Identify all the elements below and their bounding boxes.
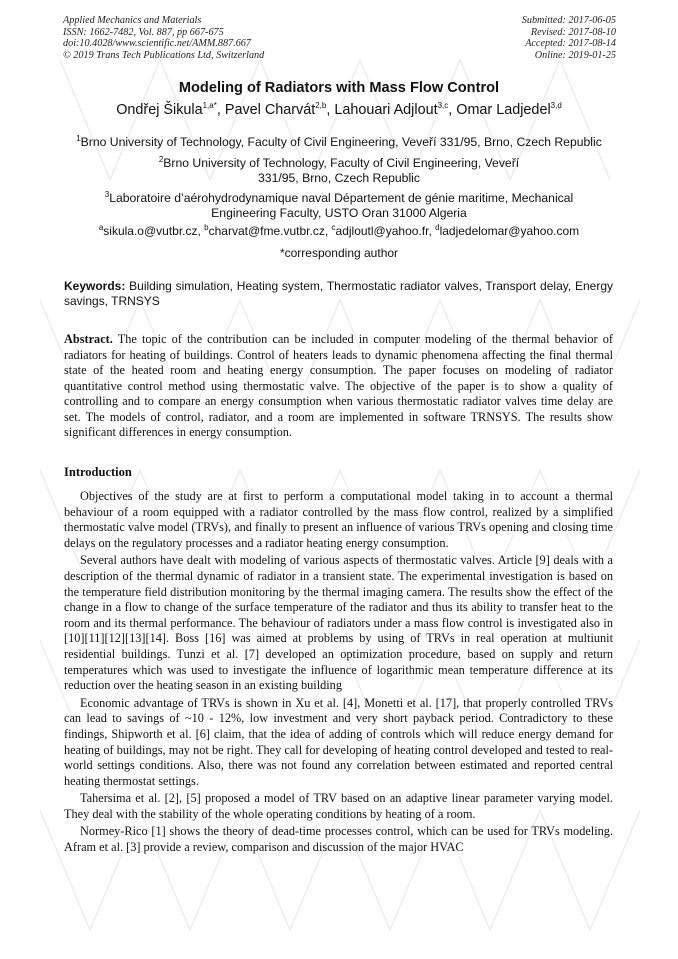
doi-line: doi:10.4028/www.scientific.net/AMM.887.667	[63, 38, 251, 50]
email-link[interactable]: sikula.o@vutbr.cz	[103, 224, 198, 238]
author-sup: 1,a*	[202, 101, 217, 110]
author-name: Lahouari Adjlout	[334, 101, 438, 118]
affiliation-sup: 3	[104, 190, 110, 199]
email-sup: d	[435, 223, 440, 232]
body-paragraph: Tahersima et al. [2], [5] proposed a model of TRV based on an adaptive linear parameter varying model. They deal with the stability of the whole operating conditions by heating of a room.	[64, 791, 613, 821]
author-name: Pavel Charvát	[224, 101, 316, 118]
body-paragraph: Normey-Rico [1] shows the theory of dead-time processes control, which can be used for TRVs modeling. Afram et al. [3] provide a review, comparison and discussion of the major HVAC	[64, 824, 613, 855]
copyright-line: © 2019 Trans Tech Publications Ltd, Switzerland	[63, 49, 265, 61]
corresponding-author-note: *corresponding author	[279, 246, 399, 260]
revised-date: Revised: 2017-08-10	[530, 26, 616, 38]
affiliation-text: Brno University of Technology, Faculty of Civil Engineering, Veveří 331/95, Brno, Czech Republic	[80, 135, 602, 150]
author-name: Ondřej Šikula	[116, 101, 203, 118]
keywords-section	[64, 279, 613, 309]
journal-name: Applied Mechanics and Materials	[63, 15, 202, 26]
online-date: Online: 2019-01-25	[534, 49, 616, 61]
email-sup: c	[331, 223, 336, 232]
author-sup: 3,d	[550, 101, 562, 110]
submitted-date: Submitted: 2017-06-05	[521, 15, 616, 26]
paper-title: Modeling of Radiators with Mass Flow Control	[178, 80, 500, 96]
section-heading-introduction: Introduction	[64, 465, 132, 479]
author-name: Omar Ladjedel	[456, 101, 551, 118]
email-list: $^a$sikula.o@vutbr.cz, $^b$charvat@fme.vutbr.cz, $^c$adjloutl@yahoo.fr, $^d$ladjedelomar@yahoo.com	[98, 223, 580, 238]
body-paragraph: Objectives of the study are at first to perform a computational model taking in to account a thermal behaviour of a room equipped with a radiator controlled by the mass flow control, realized by a simplified thermostatic valve model (TRVs), and finally to present an influence of various TRVs opening and closing time delays on the regulatory processes and a radiator heating energy consumption.	[64, 489, 613, 550]
affiliation-1	[60, 131, 618, 150]
affiliation-2	[150, 152, 528, 186]
email-link[interactable]: charvat@fme.vutbr.cz	[208, 224, 325, 238]
email-sup: b	[204, 223, 209, 232]
publication-dates	[522, 15, 616, 61]
journal-info	[63, 15, 264, 61]
keywords-label: Keywords:	[64, 279, 126, 293]
affiliation-3	[80, 187, 598, 221]
introduction-body	[64, 489, 613, 858]
email-sup: a	[98, 223, 104, 232]
author-list: Ondřej Šikula$^{1,a*}$, Pavel Charvát$^{2,b}$, Lahouari Adjlout$^{3,c}$, Omar Ladjedel$^{3,d}$	[116, 101, 562, 118]
abstract-section	[64, 332, 613, 441]
affiliation-text: Laboratoire d’aérohydrodynamique naval Département de génie maritime, Mechanical Engineering Faculty, USTO Oran 31000 Algeria	[109, 191, 574, 221]
author-sup: 2,b	[315, 101, 327, 110]
affiliation-sup: 2	[158, 155, 164, 164]
body-paragraph: Several authors have dealt with modeling of various aspects of thermostatic valves. Article [9] deals with a description of the thermal dynamic of radiator in a transient state. The experimental investigation is based on the temperature field distribution monitoring by the thermal imaging camera. The results show the effect of the change in a flow to change of the surface temperature of the radiator and thus its ability to transfer heat to the room and its thermal performance. The behaviour of radiators under a mass flow control is investigated also in [10][11][12][13][14]. Boss [16] was aimed at problems by using of TRVs in real operation at multiunit residential buildings. Tunzi et al. [7] developed an optimization procedure, based on supply and return temperatures which was used to investigate the influence of logarithmic mean temperature difference at its reduction over the heating season in an existing building	[64, 553, 613, 693]
issn-line: ISSN: 1662-7482, Vol. 887, pp 667-675	[63, 26, 224, 38]
affiliation-text: Brno University of Technology, Faculty of Civil Engineering, Veveří 331/95, Brno, Czech Republic	[163, 156, 520, 186]
email-link[interactable]: ladjedelomar@yahoo.com	[439, 224, 580, 238]
author-sup: 3,c	[437, 101, 449, 110]
affiliation-sup: 1	[76, 134, 81, 143]
keywords-text: Building simulation, Heating system, Thermostatic radiator valves, Transport delay, Energy savings, TRNSYS	[64, 279, 613, 308]
body-paragraph: Economic advantage of TRVs is shown in Xu et al. [4], Monetti et al. [17], that properly controlled TRVs can lead to savings of ~10 - 12%, low investment and very short payback period. Contradictory to these findings, Shipworth et al. [6] claim, that the idea of adding of controls which will reduce energy demand for heating of buildings, may not be right. They call for developing of heating control developed and tested to real-world settings conditions. Also, there was not found any correlation between estimated and reported central heating thermostat settings.	[64, 695, 613, 788]
abstract-label: Abstract.	[64, 332, 113, 346]
email-link[interactable]: adjloutl@yahoo.fr	[335, 224, 429, 238]
abstract-text: The topic of the contribution can be included in computer modeling of the thermal behavior of radiators for heating of buildings. Control of heaters leads to dynamic phenomena affecting the final thermal state of the heated room and heating energy consumption. The paper focuses on modeling of radiator quantitative control method using thermostatic valve. The objective of the paper is to show a quality of controlling and to compare an energy consumption when various thermostatic radiator valves time delay are set. The models of control, radiator, and a room are implemented in software TRNSYS. The results show significant differences in energy consumption.	[64, 332, 613, 439]
accepted-date: Accepted: 2017-08-14	[525, 38, 616, 50]
